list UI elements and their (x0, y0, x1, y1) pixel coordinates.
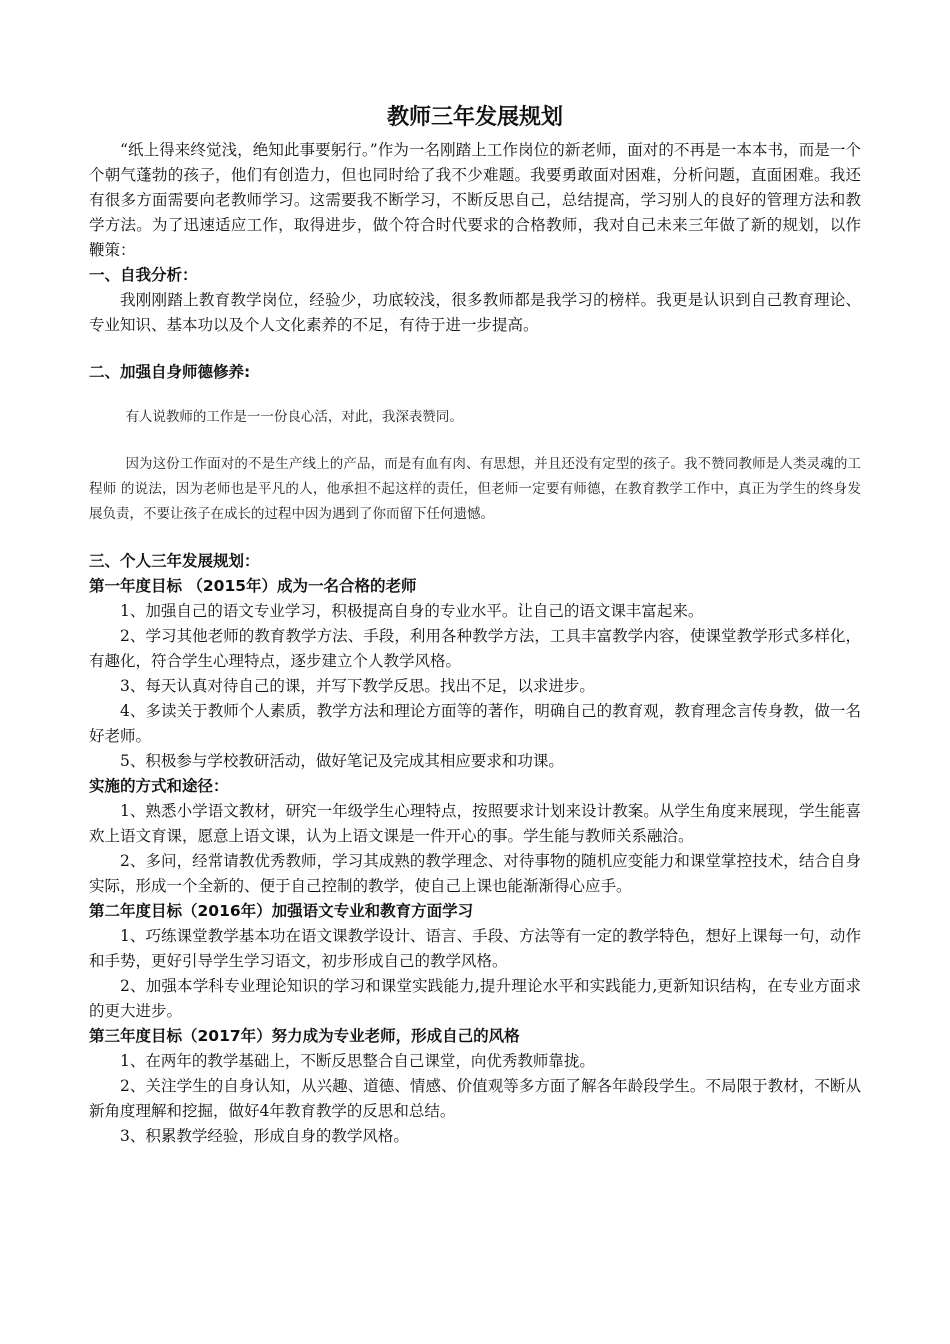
spacer (89, 527, 861, 549)
year2-item: 2、加强本学科专业理论知识的学习和课堂实践能力,提升理论水平和实践能力,更新知识结构，在专业方面求的更大进步。 (89, 977, 861, 1020)
year1-item: 5、积极参与学校教研活动，做好笔记及完成其相应要求和功课。 (120, 752, 564, 770)
year3-item: 3、积累教学经验，形成自身的教学风格。 (120, 1127, 409, 1145)
methods-item: 1、熟悉小学语文教材，研究一年级学生心理特点，按照要求计划来设计教案。从学生角度来展现，学生能喜欢上语文育课，愿意上语文课，认为上语文课是一件开心的事。学生能与教师关系融洽。 (89, 802, 861, 845)
intro-paragraph: “纸上得来终觉浅，绝知此事要躬行。”作为一名刚踏上工作岗位的新老师，面对的不再是一本本书，而是一个个朝气蓬勃的孩子，他们有创造力，但也同时给了我不少难题。我要勇敢面对困难，分析问题，直面困难。我还有很多方面需要向老教师学习。这需要我不断学习，不断反思自己，总结提高，学习别人的良好的管理方法和教学方法。为了迅速适应工作，取得进步，做个符合时代要求的合格教师，我对自己未来三年做了新的规划，以作鞭策： (89, 141, 861, 259)
section2-paragraph-1: 有人说教师的工作是一一份良心活，对此，我深表赞同。 (125, 409, 463, 425)
methods-item: 2、多问，经常请教优秀教师，学习其成熟的教学理念、对待事物的随机应变能力和课堂掌控技术，结合自身实际，形成一个全新的、便于自己控制的教学，使自己上课也能渐渐得心应手。 (89, 852, 861, 895)
spacer (89, 385, 861, 405)
document-title: 教师三年发展规划 (386, 105, 563, 130)
methods-heading: 实施的方式和途径： (89, 777, 229, 795)
section2-paragraph-2: 因为这份工作面对的不是生产线上的产品，而是有血有肉、有思想，并且还没有定型的孩子。我不赞同教师是人类灵魂的工程师 的说法，因为老师也是平凡的人，他承担不起这样的责任，但老师一定要有师德，在教育教学工作中，真正为学生的终身发展负责，不要让孩子在成长的过程中因为遇到了你而留下任何遗憾。 (89, 456, 861, 522)
section3-heading: 三、个人三年发展规划： (89, 552, 260, 570)
section1-text: 我刚刚踏上教育教学岗位，经验少，功底较浅，很多教师都是我学习的榜样。我更是认识到自己教育理论、专业知识、基本功以及个人文化素养的不足，有待于进一步提高。 (89, 291, 861, 334)
year1-heading: 第一年度目标 （2015年）成为一名合格的老师 (89, 577, 417, 595)
spacer (89, 430, 861, 452)
year1-item: 2、学习其他老师的教育教学方法、手段，利用各种教学方法，工具丰富教学内容，使课堂教学形式多样化，有趣化，符合学生心理特点，逐步建立个人教学风格。 (89, 627, 861, 670)
year3-heading: 第三年度目标（2017年）努力成为专业老师，形成自己的风格 (89, 1027, 520, 1045)
year3-item: 2、关注学生的自身认知，从兴趣、道德、情感、价值观等多方面了解各年龄段学生。不局限于教材，不断从新角度理解和挖掘，做好4年教育教学的反思和总结。 (89, 1077, 861, 1120)
year3-item: 1、在两年的教学基础上，不断反思整合自己课堂，向优秀教师靠拢。 (120, 1052, 595, 1070)
document-page (89, 98, 861, 1149)
year1-item: 1、加强自己的语文专业学习，积极提高自身的专业水平。让自己的语文课丰富起来。 (120, 602, 704, 620)
year1-item: 3、每天认真对待自己的课，并写下教学反思。找出不足，以求进步。 (120, 677, 595, 695)
spacer (89, 338, 861, 360)
section2-heading: 二、加强自身师德修养: (89, 363, 251, 381)
section1-heading: 一、自我分析： (89, 266, 198, 284)
year2-heading: 第二年度目标（2016年）加强语文专业和教育方面学习 (89, 902, 474, 920)
year2-item: 1、巧练课堂教学基本功在语文课教学设计、语言、手段、方法等有一定的教学特色，想好上课每一句，动作和手势，更好引导学生学习语文，初步形成自己的教学风格。 (89, 927, 861, 970)
year1-item: 4、多读关于教师个人素质，教学方法和理论方面等的著作，明确自己的教育观，教育理念言传身教，做一名好老师。 (89, 702, 861, 745)
